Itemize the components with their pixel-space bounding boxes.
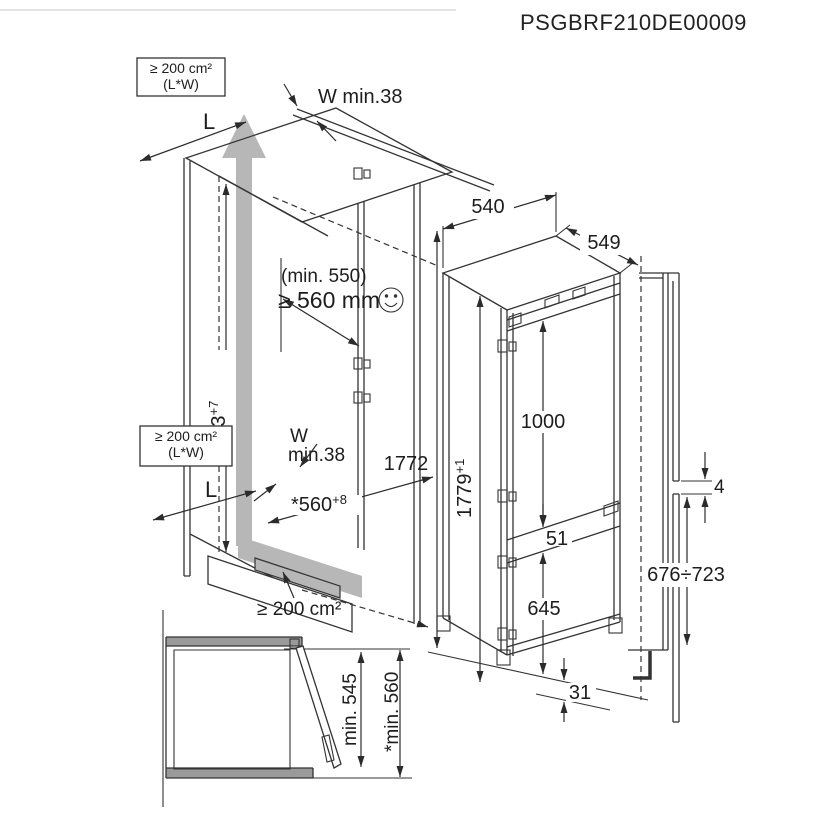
label-540: 540 bbox=[471, 196, 505, 218]
label-31: 31 bbox=[568, 682, 592, 704]
label-min545: min. 545 bbox=[340, 673, 361, 746]
dim-1772 bbox=[384, 231, 437, 648]
label-min550: (min. 550) bbox=[281, 266, 367, 287]
model-number-title: PSGBRF210DE00009 bbox=[520, 10, 747, 35]
dim-niche-width bbox=[278, 258, 403, 352]
label-549: 549 bbox=[587, 232, 621, 254]
dim-645 bbox=[522, 553, 566, 674]
label-51: 51 bbox=[545, 528, 569, 550]
dim-1779 bbox=[452, 296, 480, 682]
label-W-side: W bbox=[290, 426, 308, 447]
label-L-side: L bbox=[205, 477, 218, 502]
smiley-icon bbox=[379, 288, 403, 312]
label-676-723: 676÷723 bbox=[647, 564, 725, 586]
label-1779: $1779^{+1}$ bbox=[452, 458, 476, 518]
label-560-floor: $*560^{+8}$ bbox=[291, 492, 347, 516]
label-645: 645 bbox=[527, 598, 561, 620]
label-min560: ≥ 560 mm bbox=[278, 287, 381, 313]
plinth-step bbox=[633, 651, 650, 678]
label-vent-bottom: ≥ 200 cm² bbox=[257, 599, 342, 620]
open-door bbox=[296, 646, 341, 768]
dim-31 bbox=[564, 658, 596, 722]
dim-560-floor bbox=[268, 477, 433, 523]
plan-view-drawing bbox=[163, 610, 412, 807]
label-W-min38-top: W min.38 bbox=[318, 86, 403, 108]
label-min38-side: min.38 bbox=[288, 445, 346, 466]
label-4: 4 bbox=[714, 477, 725, 498]
airflow-arrow-top bbox=[222, 114, 266, 546]
vent-top-lw-label: (L*W) bbox=[163, 76, 199, 92]
dim-vent-top bbox=[137, 58, 402, 161]
vent-side-lw-label: (L*W) bbox=[168, 444, 204, 460]
side-section-drawing bbox=[628, 256, 679, 722]
dim-plan-545 bbox=[340, 652, 361, 767]
dim-676-723 bbox=[643, 497, 731, 645]
dim-549 bbox=[556, 225, 638, 273]
vent-side-area-label: ≥ 200 cm² bbox=[154, 428, 218, 444]
dim-540 bbox=[443, 192, 556, 268]
dim-plan-560 bbox=[382, 650, 403, 777]
label-1772: 1772 bbox=[383, 453, 429, 475]
dim-1000 bbox=[520, 321, 566, 526]
label-min560-plan: *min. 560 bbox=[382, 671, 403, 752]
label-L-top: L bbox=[203, 109, 216, 134]
label-1773: +7 bbox=[206, 400, 221, 416]
label-1000: 1000 bbox=[520, 411, 566, 433]
vent-top-area-label: ≥ 200 cm² bbox=[149, 60, 213, 76]
